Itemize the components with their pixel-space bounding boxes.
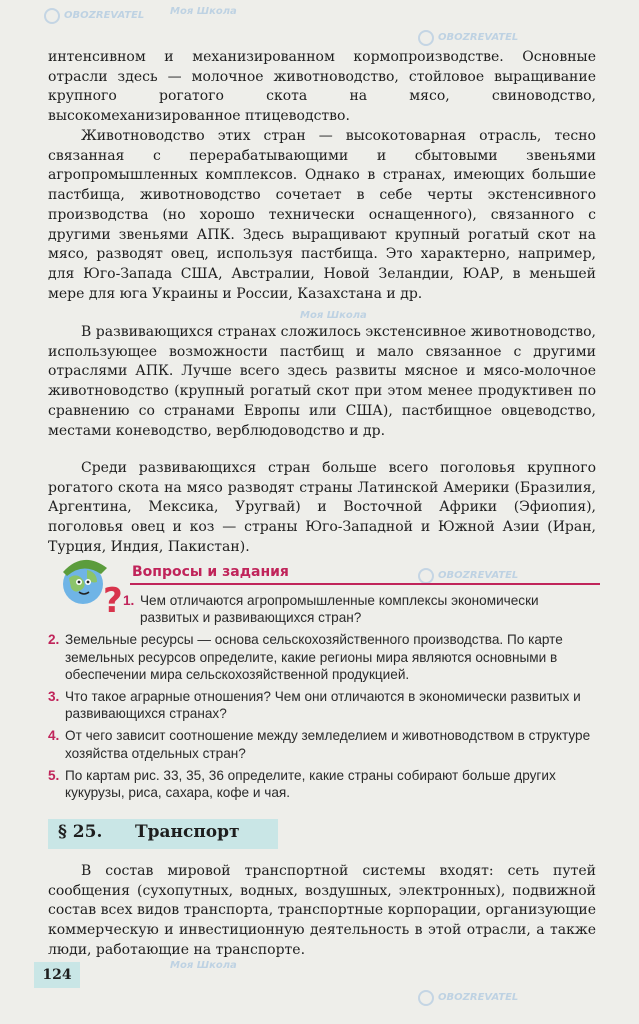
questions-list: [48, 592, 596, 806]
watermark-logo-icon: [44, 8, 60, 24]
question-number: 1.: [123, 593, 135, 608]
question-text: По картам рис. 33, 35, 36 определите, какие страны собирают больше других кукурузы, риса, сахара, кофе и чая.: [65, 767, 556, 801]
watermark-text: Моя Школа: [300, 310, 367, 321]
question-item: [48, 767, 596, 801]
section-title: Транспорт: [135, 822, 240, 842]
svg-text:?: ?: [103, 581, 123, 618]
paragraph-transport-intro: В состав мировой транспортной системы входят: сеть путей сообщения (сухопутных, водных, воздушных, электронных), подвижной состав всех видов транспорта, транспортные корпорации, организующие коммерческую и инвестиционную деятельность в этой отрасли, а также люди, работающие на транспорте.: [48, 863, 596, 958]
question-text: Земельные ресурсы — основа сельскохозяйственного производства. По карте земельных ресурсов определите, какие регионы мира являются основными в обеспечении мира сельскохозяйственной продукцией.: [65, 632, 563, 682]
paragraph-continued: интенсивном и механизированном кормопроизводстве. Основные отрасли здесь — молочное животноводство, стойловое выращивание крупного рогатого скота на мясо, свиноводство, высокомеханизированное птицеводство.: [48, 49, 596, 125]
watermark-text: Моя Школа: [170, 960, 237, 971]
question-text: Чем отличаются агропромышленные комплексы экономически развитых и развивающихся стран?: [140, 593, 539, 626]
question-number: 3.: [48, 689, 60, 705]
watermark-logo-icon: [418, 990, 434, 1006]
question-item: [48, 631, 596, 683]
page-number: 124: [34, 962, 80, 988]
watermark-text: Моя Школа: [170, 6, 237, 17]
paragraph-developing-livestock: В развивающихся странах сложилось экстенсивное животноводство, использующее возможности пастбищ и мало связанное с другими отраслями АПК. Лучше всего здесь развиты мясное и мясо-молочное животноводство (крупный рогатый скот при этом менее продуктивен по сравнению со странами Европы или США), пастбищное овцеводство, местами коневодство, верблюдоводство и др.: [48, 324, 596, 439]
question-text: Что такое аграрные отношения? Чем они отличаются в экономически развитых и развивающихся странах?: [65, 689, 581, 722]
question-number: 5.: [48, 767, 60, 783]
questions-title-underline: [130, 583, 600, 585]
watermark-logo-icon: [418, 30, 434, 46]
question-text: От чего зависит соотношение между земледелием и животноводством в структуре хозяйства отдельных стран?: [65, 728, 591, 761]
watermark-text: OBOZREVATEL: [438, 32, 519, 43]
paragraph-developed-livestock: Животноводство этих стран — высокотоварная отрасль, тесно связанная с перерабатывающими и сбытовыми звеньями агропромышленных комплексов. Однако в странах, имеющих большие пастбища, животноводство сочетает в себе черты экстенсивного производства (но хорошо технически оснащенного), связанного с другими звеньями АПК. Здесь выращивают крупный рогатый скот на мясо, разводят овец, используя пастбища. Это характерно, например, для Юго-Запада США, Австралии, Новой Зеландии, ЮАР, в меньшей мере для юга Украины и России, Казахстана и др.: [48, 128, 596, 302]
question-item: [48, 592, 596, 626]
question-number: 4.: [48, 728, 60, 744]
question-item: [48, 688, 596, 722]
question-item: [48, 727, 596, 761]
question-number: 2.: [48, 632, 60, 648]
questions-title: Вопросы и задания: [132, 564, 289, 580]
paragraph-herds: Среди развивающихся стран больше всего поголовья крупного рогатого скота на мясо разводят страны Латинской Америки (Бразилия, Аргентина, Мексика, Уругвай) и Восточной Африки (Эфиопия), поголовья овец и коз — страны Юго-Западной и Южной Азии (Иран, Турция, Индия, Пакистан).: [48, 460, 596, 555]
watermark-text: OBOZREVATEL: [438, 992, 519, 1003]
section-number: § 25.: [58, 822, 103, 842]
watermark-text: OBOZREVATEL: [438, 570, 519, 581]
watermark-text: OBOZREVATEL: [64, 10, 145, 21]
